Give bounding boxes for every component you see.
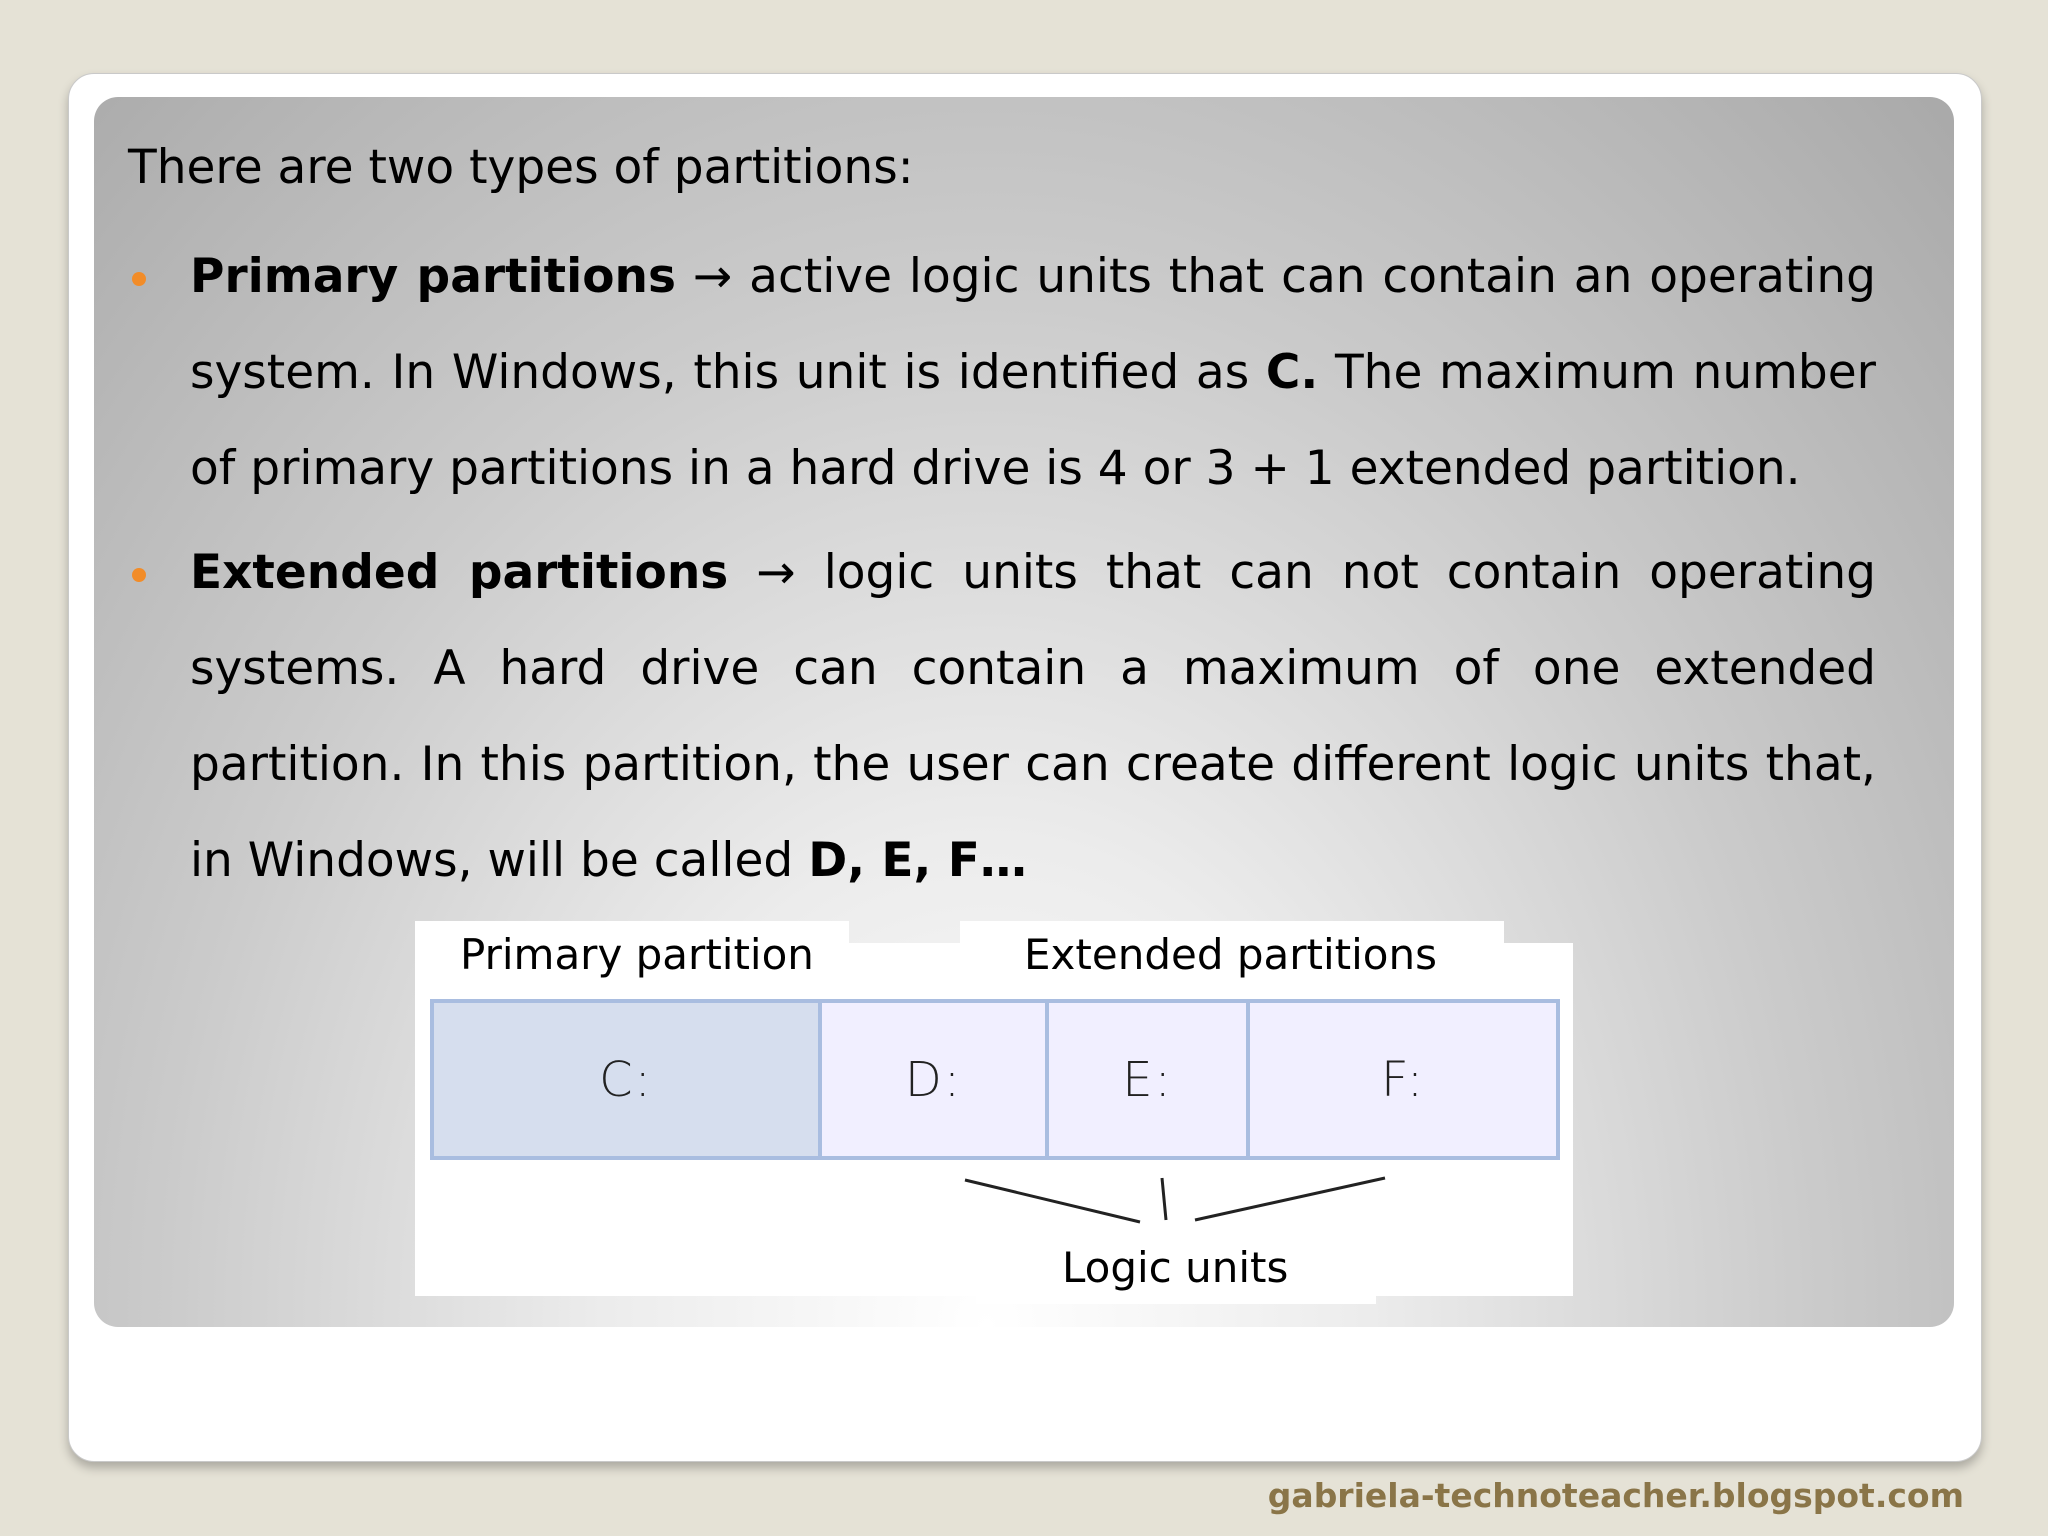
arrow-icon: → — [756, 545, 796, 600]
connector-line-left — [965, 1180, 1140, 1222]
bullet-primary-partitions — [190, 229, 1876, 517]
connector-line-right — [1195, 1178, 1385, 1220]
partition-cell-f: F: — [1380, 1051, 1426, 1108]
bullet-dot — [132, 568, 146, 582]
arrow-icon: → — [692, 249, 733, 304]
partition-cell-c: C: — [434, 1003, 822, 1156]
blog-watermark: gabriela-technoteacher.blogspot.com — [1267, 1476, 1964, 1515]
bullet-bold: D, E, F… — [808, 833, 1027, 888]
primary-partition-label: Primary partition — [460, 930, 814, 979]
bullet-text: logic units that can not contain operating systems. A hard drive can contain a maximum of one extended partition. In this partition, the user can create different logic units that, in Windows, will be called — [190, 545, 1876, 888]
bullet-bold: C. — [1265, 345, 1319, 400]
bullet-extended-partitions — [190, 525, 1876, 909]
logic-units-connector-lines — [940, 1170, 1400, 1250]
bullet-text: active logic units that can contain an operating system. In Windows, this unit is identified as — [190, 249, 1876, 400]
bullet-text-after: The maximum number of primary partitions in a hard drive is 4 or 3 + 1 extended partition. — [190, 345, 1876, 496]
logic-units-label: Logic units — [1062, 1243, 1289, 1292]
partition-bar — [430, 999, 1560, 1160]
bullet-dot — [132, 272, 146, 286]
diagram-label-tab — [976, 1290, 1376, 1304]
bullet-term: Extended partitions — [190, 545, 729, 600]
connector-line-center — [1162, 1178, 1166, 1220]
intro-text: There are two types of partitions: — [128, 140, 914, 195]
partition-cell-e: E: — [1049, 1003, 1250, 1156]
bullet-term: Primary partitions — [190, 249, 676, 304]
partition-cell-d: D: — [822, 1003, 1049, 1156]
extended-partitions-label: Extended partitions — [1024, 930, 1437, 979]
